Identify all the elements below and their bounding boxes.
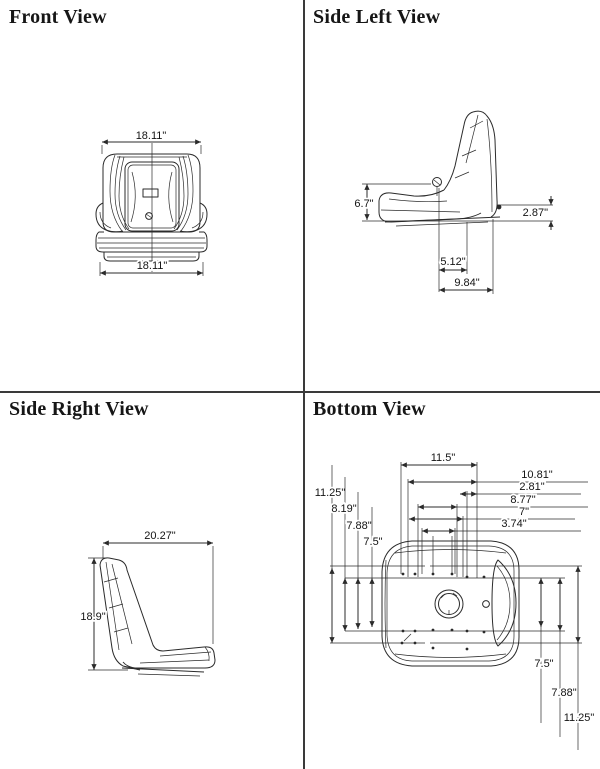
- front-view-drawing: [0, 0, 303, 391]
- dim-left-8-19-label: 8.19": [331, 503, 357, 515]
- dim-right-7-5-label: 7.5": [534, 658, 554, 670]
- front-seat-outline: [96, 143, 207, 272]
- front-dim-bottom-label: 18.11": [136, 260, 168, 272]
- bottom-pan-outline: [330, 541, 582, 666]
- dim-2-81-label: 2.81": [519, 481, 545, 493]
- front-dim-top-label: 18.11": [135, 130, 167, 142]
- dim-2-87-label: 2.87": [522, 207, 548, 219]
- dim-20-27-label: 20.27": [144, 530, 176, 542]
- bottom-right-dims: [534, 566, 594, 750]
- side-right-seat-outline: [100, 558, 215, 676]
- front-view-title: Front View: [9, 6, 107, 28]
- front-dim-bottom: [100, 260, 203, 276]
- dim-left-11-25-label: 11.25": [314, 487, 346, 499]
- side-left-seat-outline: [379, 111, 501, 226]
- dim-3-74-label: 3.74": [501, 518, 527, 530]
- dim-6-7-label: 6.7": [354, 198, 374, 210]
- side-right-view-title: Side Right View: [9, 398, 149, 420]
- side-left-dim-rear-height: [362, 196, 553, 230]
- dim-right-11-25-label: 11.25": [563, 712, 595, 724]
- dim-8-77-label: 8.77": [510, 494, 536, 506]
- side-left-dim-cushion-height: [354, 184, 431, 220]
- dim-left-7-88-label: 7.88": [346, 520, 372, 532]
- side-right-dim-depth: [103, 530, 213, 644]
- dim-5-12-label: 5.12": [440, 256, 466, 268]
- front-dim-top: [102, 130, 201, 154]
- side-right-view-drawing: [0, 393, 303, 769]
- side-left-view-title: Side Left View: [313, 6, 441, 28]
- bottom-left-dims: [315, 465, 383, 643]
- side-left-view-drawing: [303, 0, 600, 391]
- bottom-view-title: Bottom View: [313, 398, 426, 420]
- dim-10-81-label: 10.81": [521, 469, 553, 481]
- dim-9-84-label: 9.84": [454, 277, 480, 289]
- dim-left-7-5-label: 7.5": [363, 536, 383, 548]
- side-right-dim-height: [80, 558, 128, 670]
- bottom-hole-row-upper: [402, 573, 486, 579]
- dim-18-9-label: 18.9": [80, 611, 106, 623]
- dim-right-7-88-label: 7.88": [551, 687, 577, 699]
- bottom-view-drawing: [303, 393, 600, 769]
- bottom-hole-row-lower: [401, 629, 486, 651]
- bottom-top-dims: [401, 452, 588, 578]
- dim-11-5-label: 11.5": [430, 452, 456, 464]
- dim-7-label: 7": [518, 506, 530, 518]
